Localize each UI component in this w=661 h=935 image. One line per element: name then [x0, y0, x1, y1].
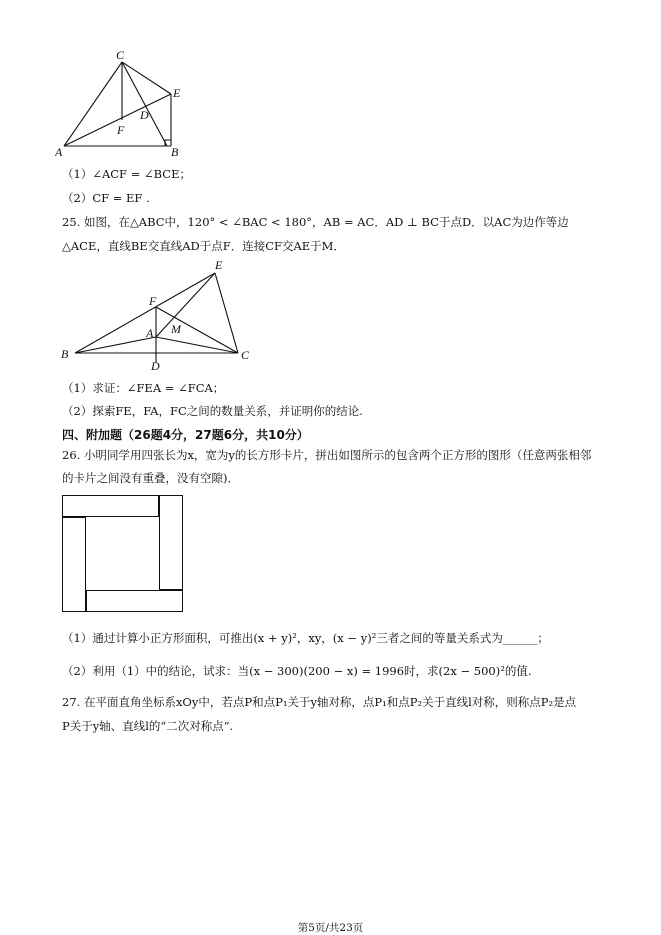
- label-f: F: [117, 123, 125, 137]
- label-d: D: [140, 108, 149, 122]
- label-b2: B: [61, 347, 69, 361]
- label-a: A: [55, 145, 63, 159]
- q27-line-1: 27. 在平面直角坐标系xOy中，若点P和点P₁关于y轴对称，点P₁和点P₂关于直线l对称，则称点P₂是点: [62, 695, 577, 709]
- label-f2: F: [149, 294, 157, 308]
- figure-square-cards: [62, 495, 183, 612]
- card-right: [159, 495, 183, 590]
- label-a2: A: [146, 326, 154, 340]
- q26-item-1: （1）通过计算小正方形面积，可推出(x + y)²，xy，(x − y)²三者之间的等量关系式为______；: [62, 631, 549, 645]
- card-top: [62, 495, 159, 517]
- q25-item-1: （1）求证：∠FEA = ∠FCA；: [62, 381, 225, 395]
- figure-triangle-acb: [55, 48, 195, 160]
- label-m2: M: [171, 322, 181, 336]
- q25-line-1: 25. 如图，在△ABC中，120° < ∠BAC < 180°，AB = AC．AD ⊥ BC于点D．以AC为边作等边: [62, 215, 569, 229]
- page-footer: 第5页/共23页: [297, 922, 364, 934]
- q26-line-2: 的卡片之间没有重叠，没有空隙)．: [62, 471, 239, 485]
- q25-line-2: △ACE，直线BE交直线AD于点F．连接CF交AE于M．: [62, 239, 345, 253]
- q26-line-1: 26. 小明同学用四张长为x，宽为y的长方形卡片，拼出如图所示的包含两个正方形的图形（任意两张相邻: [62, 448, 592, 462]
- label-d2: D: [151, 359, 160, 373]
- section-heading: 四、附加题（26题4分，27题6分，共10分）: [62, 428, 309, 442]
- label-c: C: [116, 48, 125, 62]
- label-b: B: [171, 145, 179, 159]
- label-e: E: [173, 86, 181, 100]
- q24-item-2: （2）CF = EF .: [62, 191, 150, 205]
- card-bottom: [86, 590, 183, 612]
- q26-item-2: （2）利用（1）中的结论，试求：当(x − 300)(200 − x) = 1996时，求(2x − 500)²的值.: [62, 664, 532, 678]
- q25-item-2: （2）探索FE，FA，FC之间的数量关系，并证明你的结论.: [62, 404, 363, 418]
- q27-line-2: P关于y轴、直线l的“二次对称点”.: [62, 719, 234, 733]
- label-c2: C: [241, 348, 250, 362]
- figure-triangle-bec: [55, 255, 265, 375]
- q24-item-1: （1）∠ACF = ∠BCE；: [62, 167, 191, 181]
- card-left: [62, 517, 86, 612]
- label-e2: E: [215, 258, 223, 272]
